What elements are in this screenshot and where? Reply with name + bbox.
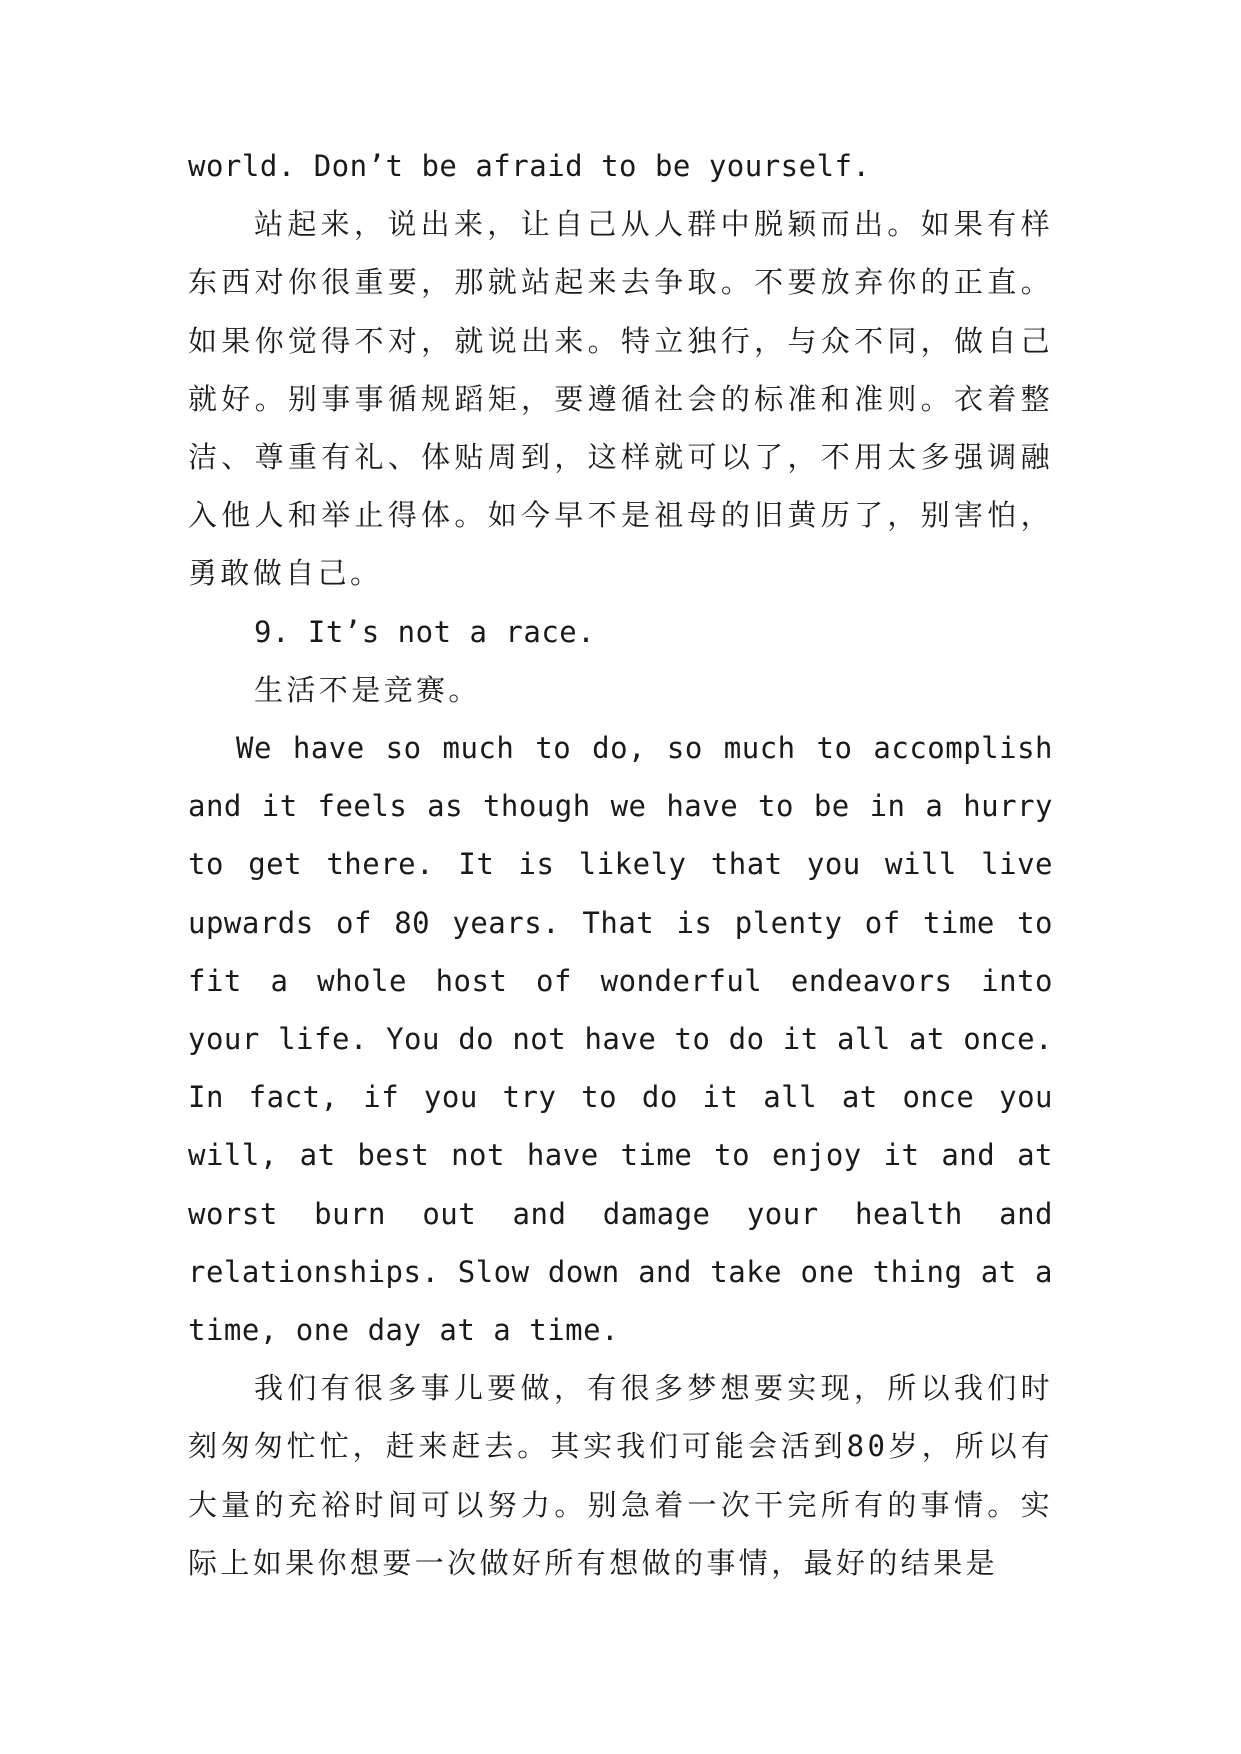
paragraph-english-not-a-race: We have so much to do, so much to accomplish and it feels as though we have to be in a hurry to get there. It is likely that you will live upwards of 80 years. That is plenty of time to fit a whole host of wonderful endeavors into your life. You do not have to do it all at once. In fact, if you try to do it all at once you will, at best not have time to enjoy it and at worst burn out and damage your health and relationships. Slow down and take one thing at a time, one day at a time.	[188, 731, 1053, 1348]
section-heading-english: 9. It’s not a race.	[254, 614, 596, 649]
paragraph-english-continuation: world. Don’t be afraid to be yourself.	[188, 149, 871, 183]
document-body	[188, 137, 1053, 1592]
paragraph-chinese-not-a-race: 我们有很多事儿要做，有很多梦想要实现，所以我们时刻匆匆忙忙，赶来赶去。其实我们可能会活到80岁，所以有大量的充裕时间可以努力。别急着一次干完所有的事情。实际上如果你想要一次做好所有想做的事情，最好的结果是	[188, 1371, 1053, 1580]
paragraph-chinese-be-yourself: 站起来，说出来，让自己从人群中脱颖而出。如果有样东西对你很重要，那就站起来去争取。不要放弃你的正直。如果你觉得不对，就说出来。特立独行，与众不同，做自己就好。别事事循规蹈矩，要遵循社会的标准和准则。衣着整洁、尊重有礼、体贴周到，这样就可以了，不用太多强调融入他人和举止得体。如今早不是祖母的旧黄历了，别害怕，勇敢做自己。	[188, 207, 1053, 591]
section-heading-chinese: 生活不是竞赛。	[254, 672, 481, 707]
